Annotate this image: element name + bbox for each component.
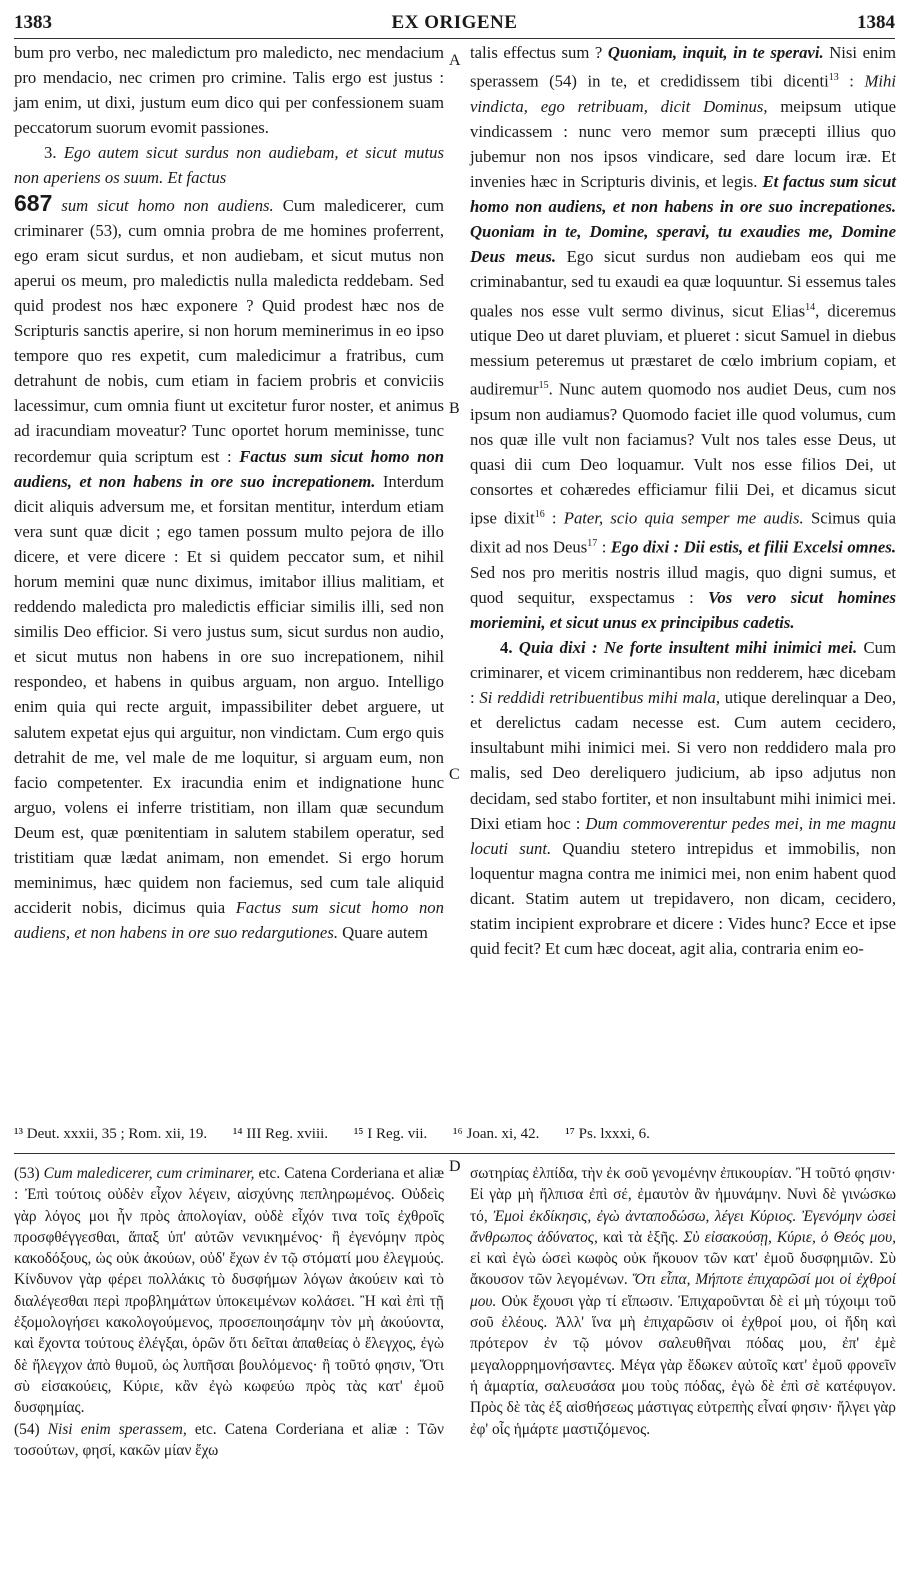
note-text: σωτηρίας ἐλπίδα, τὴν ἐκ σοῦ γενομένην ἐπικουρίαν. Ἢ τοῦτό φησιν· Εἰ γὰρ μὴ ἤλπισα ἐπὶ σέ, ἐμαυτὸν ἂν ἠμυνάμην. Νυνὶ δὲ γινώσκω τό, — [470, 1165, 896, 1225]
margin-marker-d: D — [449, 1158, 461, 1175]
editor-note-continued — [470, 1163, 896, 1440]
editor-note-53 — [14, 1163, 444, 1419]
note-text: etc. Catena Corderiana et aliæ : Ἐπὶ τούτοις οὐδὲν εἶχον λέγειν, αἰσχύνης πεπληρωμένος. Οὐδεὶς γὰρ λόγος μοι ἦν πρὸς ἀπολογίαν, οὐδὲ εἶχόν τινα τοῖς ἐχθροῖς προσφθέγγεσθαι, ἅπαξ ὑπ' αὐτῶν νενικημένος· ἢ ἐγενόμην πρὸς κακοδόξους, ὡς οὐκ ἀκούων, οὐδ' ἔχων ἐν τῷ στόματί μου ἐλεγμούς. Κίνδυνον γὰρ φέρει πολλάκις τὸ δυσφήμων λόγων ἀκούειν καὶ τὸ διαλέγεσθαι περὶ προβλημάτων ὑποκειμένων κολάσει. Ἢ καὶ ἐπὶ τῇ ἐξομολογήσει κακολογούμενος, προσεποιησάμην τὸν μὴ ἀκούοντα, καὶ ἔχοντα τούτους ἐλέγξαι, ὁρῶν ὅτι δεῖται ἀπαθείας ὁ ἔλεγχος, ἐγὼ δὲ ἤλεγχον ἀπὸ θυμοῦ, ὡς λυπῆσαι βουλόμενος· ἢ τοῦτό φησιν, Ὅτι σὺ εἰσακούεις, Κύριε, κἂν ἐγὼ κωφεύω πρὸς τὰς κατ' ἐμοῦ δυσφημίας. — [14, 1165, 444, 1417]
footnote-ref: 14 — [805, 301, 816, 313]
paragraph-text: Quandiu stetero intrepidus et immobilis, non loquentur magna contra me inimici mei, non enim habent quod dicant. Statim autem ut trepidavero, non dicam, cecidero, statim incipient exprobrare et dicere : Vides hunc? Ecce et ipse quid fecit? Et cum hæc doceat, agit alia, contraria enim eo- — [470, 838, 896, 959]
page-number-left: 1383 — [14, 12, 52, 33]
psalm-quote: Quoniam, inquit, in te speravi. — [607, 43, 824, 62]
footnote: ¹⁵ I Reg. vii. — [353, 1126, 428, 1142]
note-text: καὶ τὰ ἑξῆς. — [602, 1228, 679, 1246]
paragraph-text: Cum criminarer, et vicem criminantibus non redderem, hæc dicebam : — [470, 637, 896, 708]
note-quote: Ἐμοὶ ἐκδίκησις, ἐγὼ ἀνταποδώσω, λέγει Κύριος. Ἐγενόμην ὡσεὶ ἄνθρωπος ἀδύνατος, — [470, 1207, 896, 1246]
notes-rule — [14, 1153, 895, 1154]
note-quote: Ὅτι εἶπα, Μήποτε ἐπιχαρῶσί μοι οἱ ἐχθροί μου. — [470, 1271, 896, 1310]
psalm-quote: Factus sum sicut homo non audiens, et non habens in ore suo redargutiones. — [14, 898, 444, 943]
psalm-quote: Quia dixi : Ne forte insultent mihi inimici mei. — [518, 637, 858, 657]
paragraph — [14, 140, 444, 945]
footnote: ¹³ Deut. xxxii, 35 ; Rom. xii, 19. — [14, 1126, 208, 1142]
paragraph-text: Cum maledicerer, cum criminarer (53), cum omnia probra de me homines proferrent, ego eram sicut surdus, et non audiebam, et sicut mutus non aperui os meum, pro maledictis nulla maledicta reddebam. Sed quid prodest nos hæc exponere ? Quid prodest hæc nos de Scripturis sanctis aperire, si non horum meminerimus in eo ipso tempore quo res expetit, cum maledicimur a fratribus, cum detrahunt de nobis, cum etiam in faciem probris et conviciis lacessimur, cum omnia fiunt ut excitetur furor noster, et animus ad iracundiam moveatur? Tunc oportet horum meminisse, tunc recordemur quia scriptum est : — [14, 195, 445, 466]
page-header — [14, 12, 895, 38]
note-text: etc. Catena Corderiana et aliæ : Τῶν τοσούτων, φησί, κακῶν μίαν ἔχω — [14, 1420, 444, 1459]
margin-marker-c: C — [449, 766, 460, 783]
footnote-ref: 16 — [534, 509, 545, 521]
paragraph-text: Ego sicut surdus non audiebam eos qui me criminabantur, sed tu exaudi ea quæ loquuntur. Si essemus tales quales nos esse vult sermo divinus, sicut Elias — [470, 247, 896, 321]
right-text-column — [470, 40, 896, 961]
paragraph — [470, 635, 896, 961]
paragraph-text: Quare autem — [342, 923, 428, 943]
psalm-quote: Factus sum sicut homo non audiens, et non habens in ore suo increpationem. — [14, 446, 444, 491]
scripture-quote: Vos vero sicut homines moriemini, et sicut unus ex principibus cadetis. — [470, 587, 897, 632]
paragraph-text: bum pro verbo, nec maledictum pro maledicto, nec mendacium pro mendacio, nec crimen pro crimine. Talis ergo est justus : jam enim, ut dixi, justum eum dico qui per confessionem suam peccatorum suorum evomit passiones. — [14, 43, 444, 138]
section-number: 4. — [500, 637, 513, 657]
footnote: ¹⁶ Joan. xi, 42. — [453, 1126, 540, 1142]
paragraph-text: , diceremus utique Deo ut daret pluviam, et plueret : sicut Samuel in diebus messium peteremus ut præstaret de cœlo imbrium copiam, et audiremur — [470, 301, 896, 399]
note-number: (54) — [14, 1420, 40, 1438]
psalm-quote: sum sicut homo non audiens. — [61, 195, 274, 215]
note-lemma: Cum maledicerer, cum criminarer, — [43, 1165, 255, 1182]
psalm-quote: Dum commoverentur pedes mei, in me magnu locuti sunt. — [470, 813, 896, 858]
footnote: ¹⁷ Ps. lxxxi, 6. — [565, 1126, 650, 1142]
header-rule — [14, 38, 895, 39]
paragraph-text: Scimus quia dixit ad nos Deus — [470, 508, 897, 557]
note-number: (53) — [14, 1165, 40, 1182]
left-text-column — [14, 40, 444, 945]
footnote-ref: 17 — [587, 538, 598, 550]
psalm-quote: Si reddidi retribuentibus mihi mala, — [479, 688, 721, 708]
paragraph-text: Nisi enim sperassem (54) in te, et credidissem tibi dicenti — [470, 43, 896, 91]
scripture-quote: Pater, scio quia semper me audis. — [563, 508, 804, 528]
scripture-quote: Ego dixi : Dii estis, et filii Excelsi omnes. — [610, 537, 896, 557]
psalm-quote: Et factus sum sicut homo non audiens, et non habens in ore suo increpationes. Quoniam in te, Domine, speravi, tu exaudies me, Domine Deus meus. — [470, 172, 897, 267]
paragraph: talis effectus sum ? Quoniam, inquit, in te speravi. Nisi enim sperassem (54) in te, et credidissem tibi dicenti$^{13}$ : Mihi vindicta, ego retribuam, dicit Dominus, meipsum utique vindicassem : nunc vero memor sum præcepti illius quo jubemur non nos ipsos vindicare, sed dare locum iræ. Et invenies hæc in Scripturis divinis, et legis. Et factus sum sicut homo non audiens, et non habens in ore suo increpationes. Quoniam in te, Domine, speravi, tu exaudies me, Domine Deus meus. Ego sicut surdus non audiebam eos qui me criminabantur, sed tu exaudi ea quæ loquuntur. Si essemus tales quales nos esse vult sermo divinus, sicut Elias$^{14}$, diceremus utique Deo ut daret pluviam, et plueret : sicut Samuel in diebus messium peteremus ut præstaret de cœlo imbrium copiam, et audiremur$^{15}$. Nunc autem quomodo nos audiet Deus, cum nos ipsum non audiamus? Quomodo faciet ille quod volumus, cum nos quæ ille vult non faciamus? Vult nos tales esse Deus, ut quasi dii cum Deo loquamur. Vult nos esse filios Dei, ut consortes et cohæredes efficiamur filii Dei, et dicamus sicut ipse dixit$^{16}$ : Pater, scio quia semper me audis. Scimus quia dixit ad nos Deus$^{17}$ : Ego dixi : Dii estis, et filii Excelsi omnes. Sed nos pro meritis nostris illud magis, quo digni sumus, et quod sequitur, exspectamus : Vos vero sicut homines moriemini, et sicut unus ex principibus cadetis. — [470, 43, 897, 632]
paragraph-text: Sed nos pro meritis nostris illud magis, quo digni sumus, et quod sequitur, exspectamus : — [470, 562, 896, 607]
notes-right-column — [470, 1163, 896, 1440]
paragraph-text: . Nunc autem quomodo nos audiet Deus, cum nos ipsum non audiamus? Quomodo faciet ille quod volumus, cum nos quæ ille vult non faciamus? Vult nos tales esse Deus, ut quasi dii cum Deo loquamur. Vult nos esse filios Dei, ut consortes et cohæredes efficiamur filii Dei, et dicamus sicut ipse dixit — [470, 379, 896, 528]
scripture-quote: Mihi vindicta, ego retribuam, dicit Dominus, — [470, 71, 896, 116]
notes-left-column — [14, 1163, 444, 1461]
paragraph — [14, 40, 444, 140]
footnote-ref: 13 — [828, 72, 839, 84]
note-text: εἰ καὶ ἐγὼ ὡσεὶ κωφὸς οὐκ ἤκουον τῶν κατ' ἐμοῦ δυσφημιῶν. Σὺ ἄκουσον τῶν λεγομένων. — [470, 1250, 896, 1289]
footnote: ¹⁴ III Reg. xviii. — [232, 1126, 329, 1142]
paragraph-text: Interdum dicit aliquis adversum me, et forsitan mentitur, interdum etiam vera sunt quæ dicit ; ego tamen possum multo pejora de illo dicere, et vere dicere : Et si quidem peccator sum, et nihil horum memini quæ nunc diximus, imitabor illius malitiam, et reddendo maledicta pro maledictis efficiar similis illi, sed non similis Deo efficior. Si vero justus sum, sicut surdus non audio, et sicut mutus non habens in ore suo increpationem, nihil respondeo, et habens in quibus arguam, non arguo. Intelligo enim quia qui recte arguit, impassibiliter debet arguere, ut salutem expetat ejus qui arguitur, non vindictam. Cum ergo quis detrahit de me, vel male de me loquitur, si arguam eum, non facio competenter. Ex iracundia enim et indignatione hunc arguo, volens ei inferre tristitiam, non illam quæ secundum Deum est, quæ pœnitentiam in salutem stabilem operatur, sed tristitiam quæ lædat animam, non emendet. Si ergo horum meminimus, hæc quidem non faciemus, sed cum tale aliquid acciderit nobis, dicimus quia — [14, 471, 444, 918]
psalm-quote: Ego autem sicut surdus non audiebam, et sicut mutus non aperiens os suum. Et factus — [14, 143, 444, 188]
note-text: Οὐκ ἔχουσι γὰρ τί εἴπωσιν. Ἐπιχαροῦνται δὲ εἰ μὴ τύχοιμι τοῦ σοῦ ἐλέους. Ἀλλ' ἵνα μὴ ἐπιχαρῶσιν οἱ ἐχθροί μου, οἱ ἤδη καὶ πρότερον ἐν τῷ μόνον σαλευθῆναι πόδας μου, ἐπ' ἐμὲ μεγαλορρημονήσαντες. Μέγα γὰρ ἔδωκεν αὐτοῖς κατ' ἐμοῦ φρονεῖν ἡ ἁμαρτία, σαλευσάσα μου τοὺς πόδας, ἐγὼ δὲ ἐπὶ σὲ κατέφυγον. Πρὸς δὲ τὰς ἐξ αἰσθήσεως μάστιγας εὐτρεπὴς εἶναί φησιν· ἤλγει γὰρ ἐφ' οἷς ἡμάρτε μαστιζόμενος. — [470, 1292, 896, 1438]
margin-marker-a: A — [449, 52, 461, 69]
footnote-ref: 15 — [538, 380, 549, 392]
running-title: EX ORIGENE — [391, 12, 518, 33]
note-lemma: Nisi enim sperassem, — [47, 1420, 187, 1438]
scripture-footnotes — [14, 1126, 895, 1143]
column-number-687: 687 — [14, 189, 53, 216]
editor-note-54 — [14, 1419, 444, 1462]
paragraph-text: talis effectus sum ? — [470, 43, 603, 62]
margin-marker-b: B — [449, 400, 460, 417]
paragraph-text: meipsum utique vindicassem : nunc vero memor sum præcepti illius quo jubemur non nos ipsos vindicare, sed dare locum iræ. Et invenies hæc in Scripturis divinis, et legis. — [470, 96, 897, 192]
paragraph-text: utique derelinquar a Deo, et derelictus cadam necesse est. Cum autem cecidero, insultabunt mihi inimici mei. Si vero non reddidero mala pro malis, sed Deo dereliquero judicium, ab ipso adjutus non decidam, sed stabo fortiter, et non insultabunt mihi inimici mei. Dixi etiam hoc : — [470, 688, 897, 833]
note-quote: Σὺ εἰσακούσῃ, Κύριε, ὁ Θεός μου, — [683, 1228, 896, 1246]
page-number-right: 1384 — [857, 12, 895, 33]
section-number: 3. — [44, 143, 57, 163]
